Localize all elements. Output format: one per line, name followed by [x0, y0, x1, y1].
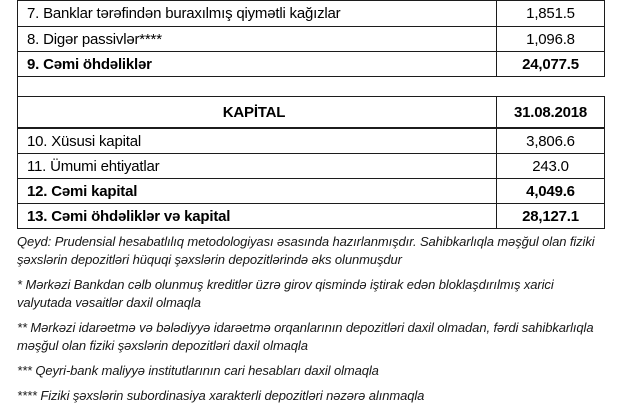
table-row-total-liabilities-and-capital — [18, 203, 604, 228]
row-value: 243.0 — [496, 154, 604, 178]
row-value: 1,096.8 — [496, 27, 604, 51]
capital-header-title: KAPİTAL — [222, 103, 286, 121]
table-gap-row — [17, 77, 18, 96]
footnotes-block — [17, 233, 604, 405]
row-value: 3,806.6 — [496, 129, 604, 153]
row-value: 28,127.1 — [496, 204, 604, 228]
footnote-asterisk-3: *** Qeyri-bank maliyyə institutlarının cari hesabları daxil olmaqla — [17, 363, 379, 378]
table-row-total-capital — [18, 178, 604, 203]
footnote-asterisk-4: **** Fiziki şəxslərin subordinasiya xarakterli depozitləri nəzərə alınmaqla — [17, 388, 425, 403]
footnote-asterisk-2: ** Mərkəzi idarəetmə və bələdiyyə idarəetmə orqanlarının depozitləri daxil olmadan, fərdi sahibkarlıqla məşğul olan fiziki şəxslərin depozitləri daxil olmaqla — [17, 320, 594, 353]
table-row — [18, 128, 604, 153]
liabilities-table — [17, 0, 605, 77]
row-label: 13. Cəmi öhdəliklər və kapital — [27, 207, 231, 225]
table-row — [18, 26, 604, 51]
row-label: 8. Digər passivlər**** — [27, 30, 162, 48]
row-label: 12. Cəmi kapital — [27, 182, 138, 200]
table-row — [18, 1, 604, 26]
capital-table — [17, 96, 605, 229]
table-row-total-liabilities — [18, 51, 604, 76]
footnote-asterisk-1: * Mərkəzi Bankdan cəlb olunmuş kreditlər üzrə girov qismində iştirak edən bloklaşdırılmış xarici valyutada vəsaitlər daxil olmaqla — [17, 277, 554, 310]
row-value: 24,077.5 — [496, 52, 604, 76]
row-label: 9. Cəmi öhdəliklər — [27, 55, 152, 73]
footnote-note: Qeyd: Prudensial hesabatlılıq metodologiyası əsasında hazırlanmışdır. Sahibkarlıqla məşğul olan fiziki şəxslərin depozitləri hüquqi şəxslərin depozitlərində əks olunmuşdur — [17, 234, 595, 267]
capital-header-row — [18, 97, 604, 128]
row-label: 11. Ümumi ehtiyatlar — [27, 157, 160, 175]
table-row — [18, 153, 604, 178]
row-label: 7. Banklar tərəfindən buraxılmış qiymətli kağızlar — [27, 5, 341, 22]
row-value: 1,851.5 — [496, 1, 604, 26]
row-value: 4,049.6 — [496, 179, 604, 203]
row-label: 10. Xüsusi kapital — [27, 132, 141, 150]
capital-header-date: 31.08.2018 — [496, 97, 604, 127]
